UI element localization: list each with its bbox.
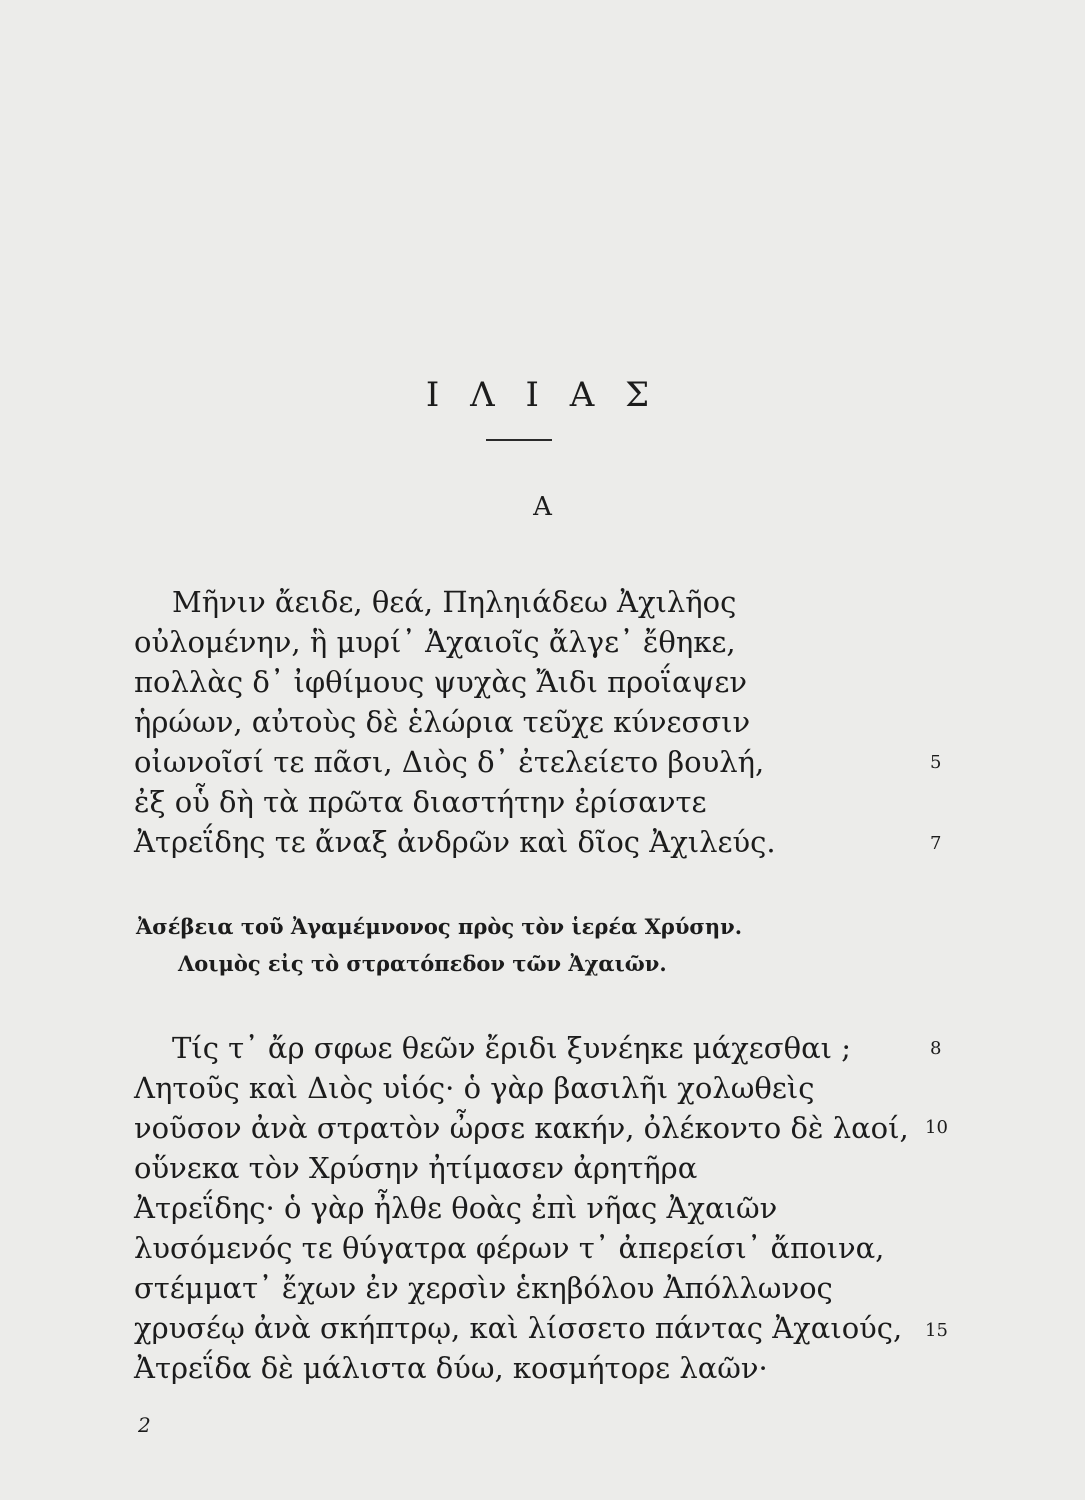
verse-line: στέμματ᾽ ἔχων ἐν χερσὶν ἑκηβόλου Ἀπόλλωνος bbox=[134, 1271, 833, 1305]
verse-line: οὐλομένην, ἣ μυρί᾽ Ἀχαιοῖς ἄλγε᾽ ἔθηκε, bbox=[134, 625, 736, 659]
verse-line: Ἀτρεΐδης τε ἄναξ ἀνδρῶν καὶ δῖος Ἀχιλεύς. bbox=[134, 825, 776, 859]
line-number: 8 bbox=[930, 1038, 942, 1059]
section-summary: Λοιμὸς εἰς τὸ στρατόπεδον τῶν Ἀχαιῶν. bbox=[178, 951, 667, 976]
verse-line: οἰωνοῖσί τε πᾶσι, Διὸς δ᾽ ἐτελείετο βουλή, bbox=[134, 745, 765, 779]
title-rule bbox=[486, 439, 552, 441]
verse-line: χρυσέῳ ἀνὰ σκήπτρῳ, καὶ λίσσετο πάντας Ἀχαιούς, bbox=[134, 1311, 903, 1345]
verse-line: λυσόμενός τε θύγατρα φέρων τ᾽ ἀπερείσι᾽ ἄποινα, bbox=[134, 1231, 885, 1265]
verse-line: πολλὰς δ᾽ ἰφθίμους ψυχὰς Ἄιδι προΐαψεν bbox=[134, 665, 748, 699]
verse-line: ἐξ οὗ δὴ τὰ πρῶτα διαστήτην ἐρίσαντε bbox=[134, 785, 707, 819]
verse-line: οὕνεκα τὸν Χρύσην ἠτίμασεν ἀρητῆρα bbox=[134, 1151, 698, 1185]
book-letter: Α bbox=[533, 492, 552, 522]
verse-line: Λητοῦς καὶ Διὸς υἱός· ὁ γὰρ βασιλῆι χολωθεὶς bbox=[134, 1071, 815, 1105]
verse-line: νοῦσον ἀνὰ στρατὸν ὦρσε κακήν, ὀλέκοντο δὲ λαοί, bbox=[134, 1111, 909, 1145]
section-summary: Ἀσέβεια τοῦ Ἀγαμέμνονος πρὸς τὸν ἱερέα Χρύσην. bbox=[136, 914, 743, 939]
page-number: 2 bbox=[138, 1413, 151, 1437]
line-number: 7 bbox=[930, 833, 942, 854]
verse-line: Τίς τ᾽ ἄρ σφωε θεῶν ἔριδι ξυνέηκε μάχεσθαι ; bbox=[172, 1031, 852, 1065]
verse-line: Ἀτρεΐδης· ὁ γὰρ ἦλθε θοὰς ἐπὶ νῆας Ἀχαιῶν bbox=[134, 1191, 778, 1225]
line-number: 10 bbox=[925, 1117, 948, 1138]
line-number: 5 bbox=[930, 752, 942, 773]
verse-line: ἡρώων, αὐτοὺς δὲ ἑλώρια τεῦχε κύνεσσιν bbox=[134, 705, 751, 739]
verse-line: Μῆνιν ἄειδε, θεά, Πηληιάδεω Ἀχιλῆος bbox=[172, 585, 737, 619]
line-number: 15 bbox=[925, 1320, 948, 1341]
poem-title: Ι Λ Ι Α Σ bbox=[425, 375, 660, 415]
verse-line: Ἀτρεΐδα δὲ μάλιστα δύω, κοσμήτορε λαῶν· bbox=[134, 1351, 768, 1385]
